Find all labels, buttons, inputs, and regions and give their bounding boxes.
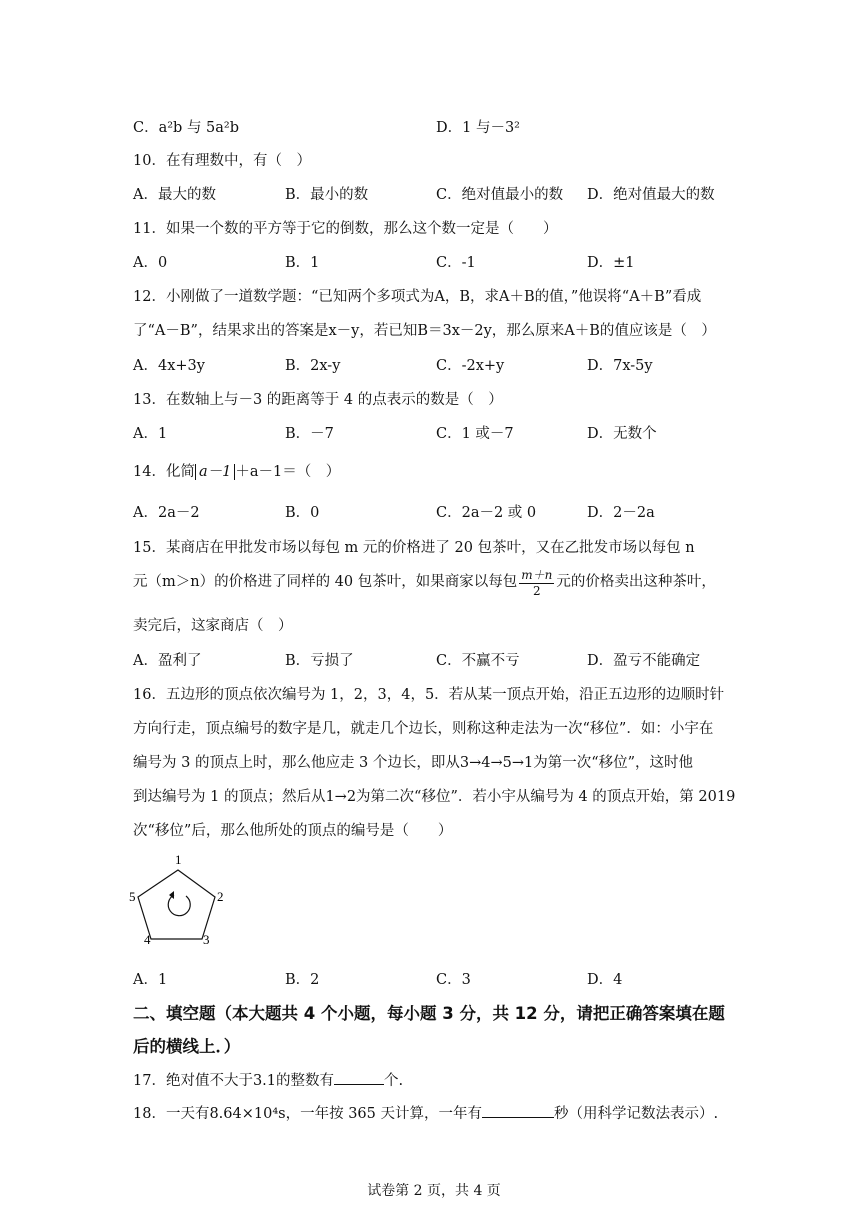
q16-option-c: C．3 bbox=[436, 972, 471, 988]
q12-stem-line1: 12．小刚做了一道数学题：“已知两个多项式为A，B，求A＋B的值，”他误将“A＋B”看成 bbox=[133, 289, 702, 305]
q15-stem-line3: 卖完后，这家商店（ ） bbox=[133, 618, 293, 634]
q12-option-c: C．-2x+y bbox=[436, 358, 505, 374]
q15-stem-line2 bbox=[133, 566, 716, 598]
q13-option-c: C．1 或－7 bbox=[436, 426, 514, 442]
q15-fraction-denominator: 2 bbox=[533, 584, 541, 598]
clockwise-arrowhead-icon bbox=[169, 891, 174, 899]
q15-option-b: B．亏损了 bbox=[285, 653, 354, 669]
q11-option-c: C．-1 bbox=[436, 255, 476, 271]
clockwise-arrow-icon bbox=[168, 895, 190, 916]
pentagon-outline bbox=[138, 870, 215, 939]
q14-suffix: ＋a－1＝（ ） bbox=[235, 464, 341, 480]
q17-answer-blank[interactable] bbox=[334, 1070, 384, 1085]
q11-option-b: B．1 bbox=[285, 255, 320, 271]
vertex-label-1: 1 bbox=[175, 852, 182, 867]
q15-stem-line1: 15．某商店在甲批发市场以每包 m 元的价格进了 20 包茶叶，又在乙批发市场以每包 n bbox=[133, 540, 695, 556]
q15-option-c: C．不赢不亏 bbox=[436, 653, 520, 669]
q13-option-d: D．无数个 bbox=[587, 426, 657, 442]
section2-heading-line2: 后的横线上．） bbox=[133, 1037, 241, 1056]
q9-option-d: D．1 与－3² bbox=[436, 120, 520, 136]
q11-stem: 11．如果一个数的平方等于它的倒数，那么这个数一定是（ ） bbox=[133, 221, 558, 237]
q12-option-d: D．7x-5y bbox=[587, 358, 653, 374]
q18-suffix: 秒（用科学记数法表示）. bbox=[553, 1106, 719, 1122]
q11-option-d: D．±1 bbox=[587, 255, 635, 271]
vertex-label-5: 5 bbox=[129, 889, 136, 904]
q10-option-b: B．最小的数 bbox=[285, 187, 369, 203]
q15-option-d: D．盈亏不能确定 bbox=[587, 653, 701, 669]
q18-stem bbox=[133, 1102, 718, 1123]
q16-option-a: A．1 bbox=[133, 972, 168, 988]
q10-option-c: C．绝对值最小的数 bbox=[436, 187, 564, 203]
q12-stem-line2: 了“A－B”，结果求出的答案是x－y，若已知B＝3x－2y，那么原来A＋B的值应该是（ ） bbox=[133, 323, 716, 339]
q10-option-a: A．最大的数 bbox=[133, 187, 216, 203]
q17-stem bbox=[133, 1069, 403, 1090]
q12-option-a: A．4x+3y bbox=[133, 358, 205, 374]
q16-stem-line1: 16．五边形的顶点依次编号为 1，2，3，4，5．若从某一顶点开始，沿正五边形的边顺时针 bbox=[133, 687, 725, 703]
q15-line2-after-fraction: 元的价格卖出这种茶叶， bbox=[556, 574, 716, 590]
q16-option-d: D．4 bbox=[587, 972, 623, 988]
q9-option-c: C．a²b 与 5a²b bbox=[133, 120, 240, 136]
q15-fraction-numerator: m＋n bbox=[521, 568, 553, 582]
q14-option-c: C．2a－2 或 0 bbox=[436, 505, 537, 521]
q10-option-d: D．绝对值最大的数 bbox=[587, 187, 715, 203]
q14-stem bbox=[133, 460, 340, 481]
q16-stem-line4: 到达编号为 1 的顶点；然后从1→2为第二次“移位”．若小宇从编号为 4 的顶点开始，第 2019 bbox=[133, 789, 736, 805]
q14-option-d: D．2－2a bbox=[587, 505, 655, 521]
q15-line2-before-fraction: 元（m＞n）的价格进了同样的 40 包茶叶，如果商家以每包 bbox=[133, 574, 518, 590]
q15-option-a: A．盈利了 bbox=[133, 653, 202, 669]
q13-stem: 13．在数轴上与－3 的距离等于 4 的点表示的数是（ ） bbox=[133, 392, 503, 408]
section2-heading-line1: 二、填空题（本大题共 4 个小题，每小题 3 分，共 12 分，请把正确答案填在题 bbox=[133, 1004, 725, 1023]
q17-suffix: 个. bbox=[384, 1073, 404, 1089]
pentagon-figure bbox=[128, 850, 228, 950]
vertex-label-4: 4 bbox=[144, 932, 151, 947]
vertex-label-3: 3 bbox=[203, 932, 210, 947]
q14-prefix: 14．化简 bbox=[133, 464, 195, 480]
q18-prefix: 18．一天有8.64×10⁴s，一年按 365 天计算，一年有 bbox=[133, 1106, 482, 1122]
q14-option-b: B．0 bbox=[285, 505, 320, 521]
q16-stem-line3: 编号为 3 的顶点上时，那么他应走 3 个边长，即从3→4→5→1为第一次“移位”，这时他 bbox=[133, 755, 694, 771]
page-footer: 试卷第 2 页，共 4 页 bbox=[367, 1183, 501, 1199]
q15-fraction bbox=[519, 566, 554, 598]
q13-option-a: A．1 bbox=[133, 426, 168, 442]
vertex-label-2: 2 bbox=[217, 889, 224, 904]
q16-option-b: B．2 bbox=[285, 972, 320, 988]
q16-stem-line5: 次“移位”后，那么他所处的顶点的编号是（ ） bbox=[133, 823, 453, 839]
q17-prefix: 17．绝对值不大于3.1的整数有 bbox=[133, 1073, 335, 1089]
q16-stem-line2: 方向行走，顶点编号的数字是几，就走几个边长，则称这种走法为一次“移位”．如：小宇在 bbox=[133, 721, 714, 737]
q13-option-b: B．－7 bbox=[285, 426, 334, 442]
q12-option-b: B．2x-y bbox=[285, 358, 341, 374]
q11-option-a: A．0 bbox=[133, 255, 168, 271]
q14-absolute-value: a－1 bbox=[195, 464, 235, 480]
q10-stem: 10．在有理数中，有（ ） bbox=[133, 153, 311, 169]
q18-answer-blank[interactable] bbox=[482, 1103, 554, 1118]
q14-option-a: A．2a－2 bbox=[133, 505, 200, 521]
